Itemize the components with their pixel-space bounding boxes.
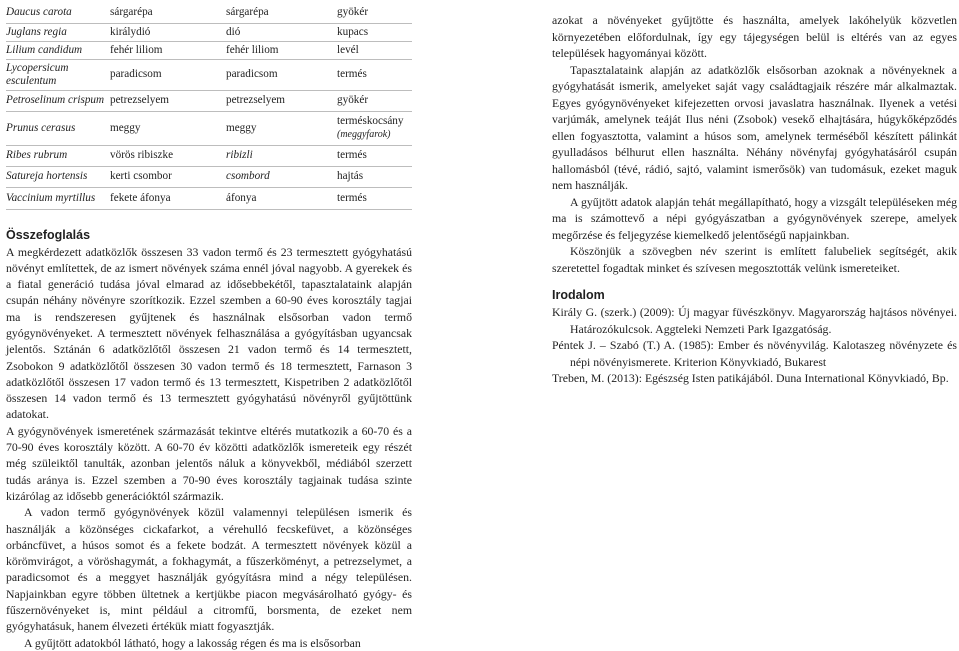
- reference-item-1: Király G. (szerk.) (2009): Új magyar füvészkönyv. Magyarország hajtásos növényei. Határozókulcsok. Aggteleki Nemzeti Park Igazgatóság.: [552, 305, 957, 336]
- table-row: [6, 2, 412, 23]
- hungarian-name-cell: fehér liliom: [110, 43, 163, 56]
- plant-part-note: (meggyfarok): [337, 129, 391, 140]
- folk-name-cell: csombord: [226, 170, 270, 182]
- plant-part-cell: [337, 90, 412, 111]
- latin-name-cell: Lilium candidum: [6, 43, 83, 56]
- folk-name-cell: dió: [226, 25, 241, 38]
- latin-name-cell: Prunus cerasus: [6, 121, 76, 134]
- table-row: [6, 90, 412, 111]
- plant-part-text: terméskocsány: [337, 115, 404, 127]
- plant-part-text: gyökér: [337, 94, 369, 106]
- hungarian-name-cell: kerti csombor: [110, 170, 172, 182]
- folk-name-cell: áfonya: [226, 191, 257, 204]
- table-row: [6, 187, 412, 209]
- plant-part-cell: [337, 145, 412, 166]
- plant-part-cell: [337, 2, 412, 23]
- folk-name-cell: sárgarépa: [226, 5, 269, 18]
- plant-part-cell: [337, 166, 412, 187]
- right-paragraph-4: Köszönjük a szövegben név szerint is említett falubeliek segítségét, akik szeretettel fogadtak minket és szívesen megosztották velünk ismereteiket.: [552, 244, 957, 275]
- plant-part-text: gyökér: [337, 5, 369, 18]
- folk-name-cell: meggy: [226, 121, 257, 134]
- plant-part-text: termés: [337, 191, 367, 204]
- plant-part-cell: [337, 41, 412, 59]
- summary-heading: Összefoglalás: [6, 227, 91, 242]
- latin-name-cell: Ribes rubrum: [6, 149, 68, 161]
- folk-name-cell: fehér liliom: [226, 43, 279, 56]
- table-row: [6, 145, 412, 166]
- folk-name-cell: paradicsom: [226, 68, 278, 80]
- reference-item-2: Péntek J. – Szabó (T.) A. (1985): Ember és növényvilág. Kalotaszeg növényzete és népi növényismerete. Kriterion Könyvkiadó, Bukarest: [552, 338, 957, 369]
- hungarian-name-cell: vörös ribiszke: [110, 149, 174, 161]
- plant-part-text: hajtás: [337, 170, 364, 182]
- folk-name-cell: petrezselyem: [226, 94, 286, 106]
- plant-part-text: levél: [337, 43, 359, 56]
- latin-name-cell: Vaccinium myrtillus: [6, 191, 96, 204]
- hungarian-name-cell: fekete áfonya: [110, 191, 171, 204]
- plant-part-cell: [337, 59, 412, 90]
- hungarian-name-cell: királydió: [110, 25, 151, 38]
- summary-paragraph-1: A megkérdezett adatközlők összesen 33 vadon termő és 23 termesztett gyógyhatású növényt említettek, de az ismert növények száma ennél jóval nagyobb. A gyerekek és a fiatal generáció tudása jóval elmarad az idősebbekétől, tapasztalataink alapján csupán néhány növényre szorítkozik. Ezzel szemben a 60-90 éves korosztály tagjai ma is rendszeresen gyűjtenek és használnak elsősorban vadon termő gyógynövényeket. A termesztett növények felhasználása a gyógyításban ugyancsak jelentős. Sztánán 6 adatközlőtől összesen 21 vadon termő és 14 termesztett, Zsobokon 9 adatközlőtől összesen 30 vadon termő és 18 termesztett, Farnason 3 adatközlőtől összesen 17 vadon termő és 13 termesztett, Kispetriben 2 adatközlőtől összesen 14 vadon termő és 13 termesztett gyógyhatású növényről gyűjtöttünk adatokat.: [6, 244, 412, 422]
- hungarian-name-cell: paradicsom: [110, 68, 162, 80]
- folk-name-cell: ribizli: [226, 149, 253, 161]
- hungarian-name-cell: petrezselyem: [110, 94, 170, 106]
- left-column: [6, 0, 412, 651]
- summary-paragraph-4: A gyűjtött adatokból látható, hogy a lakosság régen és ma is elsősorban: [24, 635, 361, 650]
- right-column: [552, 12, 957, 387]
- latin-name-cell: Satureja hortensis: [6, 170, 88, 182]
- summary-paragraph-2: A gyógynövények ismeretének származását tekintve eltérés mutatkozik a 60-70 és a 70-90 éves korosztály között. A 60-70 év közötti adatközlők ismereteik egy részét még szüleiktől tanulták, azonban jelentős náluk a könyvekből, médiából szerzett tudás aránya is. Ezzel szemben a 70-90 éves korosztály tagjainak tudása szinte kizárólag az idősebb generációktól származik.: [6, 423, 412, 503]
- latin-name-cell: Juglans regia: [6, 25, 67, 38]
- references-heading: Irodalom: [552, 288, 605, 302]
- table-row: [6, 111, 412, 145]
- plant-table: [6, 2, 412, 210]
- plant-part-text: kupacs: [337, 25, 369, 38]
- summary-paragraph-3: A vadon termő gyógynövények közül valamennyi településen ismerik és használják a közönséges cickafarkot, a vérehulló fecskefüvet, a közönséges orbáncfüvet, a húsos somot és a fekete bodzát. A termesztett növények közül a körömvirágot, a vöröshagymát, a fokhagymát, a fűszerköményt, a petrezselymet, a paradicsomot és a meggyet használják gyógyításra mind a négy településen. Napjainkban egyre többen ültetnek a kertjükbe piacon megvásárolható gyógy- és fűszernövényeket is, mint például a citromfű, borsmenta, de ezeket nem gyógyhatásuk, hanem élvezeti értékük miatt fogyasztják.: [6, 505, 412, 634]
- plant-part-text: termés: [337, 68, 367, 80]
- table-row: [6, 41, 412, 59]
- plant-part-text: termés: [337, 149, 367, 161]
- right-paragraph-2: Tapasztalataink alapján az adatközlők elsősorban azoknak a növényeknek a gyógyhatását ismerik, amelyeket saját vagy családtagjaik részére már alkalmaztak. Egyes gyógynövényeket kifejezetten orvosi javaslatra használnak. Ilyenek a vetési varjúmák, amelynek teáját Ilus néni (Zsobok) vesekő elhajtására, húgykőképződés ellen fogyasztotta, valamint a húsos som, amelynek terméséből készített pálinkát gyulladásos bélhurut ellen használta. Néhány növényfaj gyógyhatásáról csupán hallomásból (tévé, rádió, sajtó, valamint ismerősök) van tudomásuk, ezeket maguk nem használják.: [552, 62, 957, 192]
- plant-part-cell: [337, 187, 412, 209]
- table-row: [6, 59, 412, 90]
- right-paragraph-3: A gyűjtött adatok alapján tehát megállapítható, hogy a vizsgált településeken még ma is számottevő a népi gyógyászatban a gyógynövények szerepe, amelyek megőrzése és feljegyzése kiemelkedő jelentőségű napjainkban.: [552, 194, 957, 242]
- hungarian-name-cell: meggy: [110, 121, 141, 134]
- table-row: [6, 166, 412, 187]
- plant-part-cell: [337, 111, 412, 145]
- plant-part-cell: [337, 23, 412, 41]
- latin-name-cell: Lycopersicum esculentum: [6, 61, 69, 87]
- latin-name-cell: Petroselinum crispum: [6, 94, 105, 106]
- reference-item-3: Treben, M. (2013): Egészség Isten patikájából. Duna International Könyvkiadó, Bp.: [552, 371, 949, 385]
- right-paragraph-1: azokat a növényeket gyűjtötte és használta, amelyek lakóhelyük közvetlen környezetében előfordulnak, így egy tájegységen belül is eltérés van az egyes települések hagyományai között.: [552, 13, 957, 60]
- hungarian-name-cell: sárgarépa: [110, 5, 153, 18]
- latin-name-cell: Daucus carota: [6, 5, 72, 18]
- table-row: [6, 23, 412, 41]
